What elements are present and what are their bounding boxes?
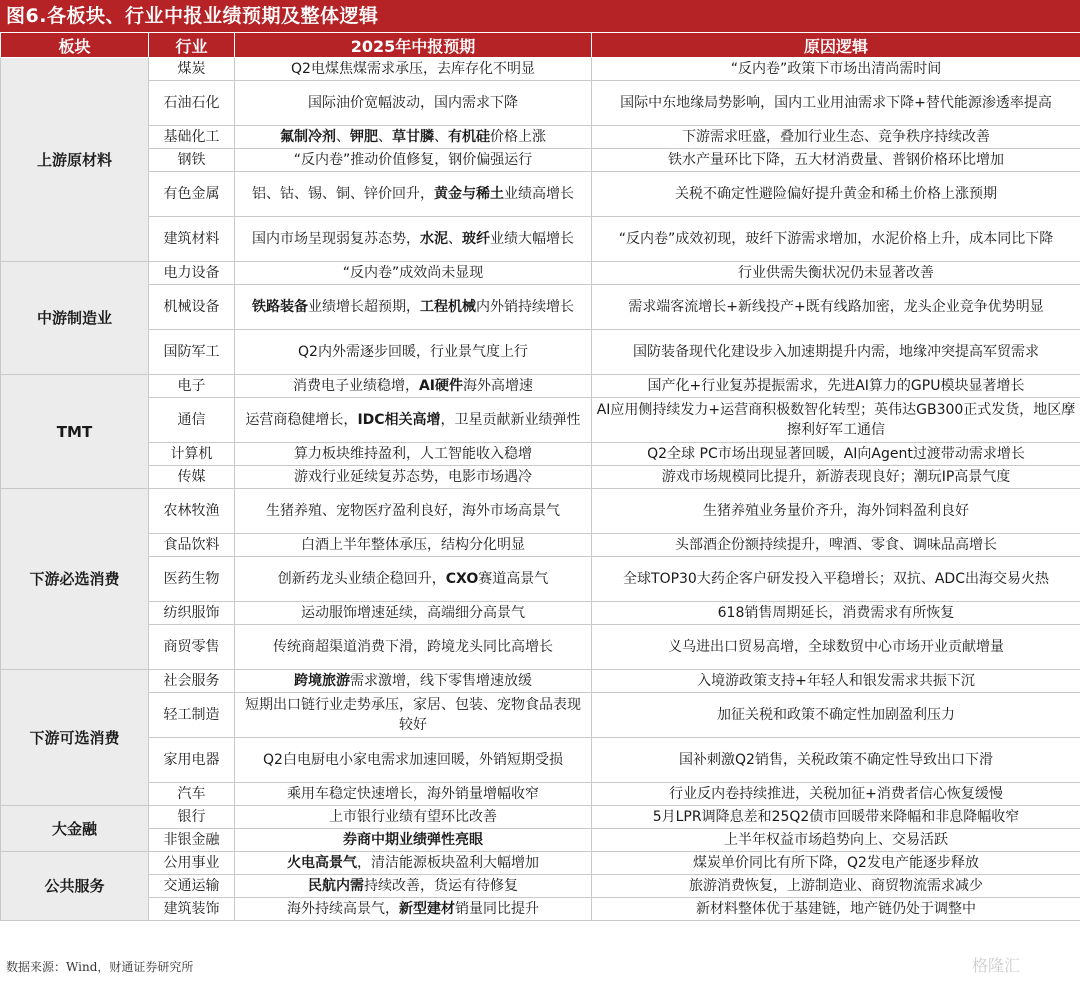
forecast-cell xyxy=(235,81,592,126)
table-row xyxy=(1,126,1080,149)
cell-text: 关税不确定性避险偏好提升黄金和稀土价格上涨预期 xyxy=(675,186,997,202)
forecast-cell xyxy=(235,58,592,81)
industry-cell: 石油石化 xyxy=(149,81,235,126)
table-row xyxy=(1,330,1080,375)
reason-cell xyxy=(592,149,1080,172)
cell-text: 旅游消费恢复，上游制造业、商贸物流需求减少 xyxy=(689,878,983,894)
reason-cell xyxy=(592,58,1080,81)
industry-cell: 农林牧渔 xyxy=(149,489,235,534)
cell-text: 持续改善，货运有待修复 xyxy=(364,878,518,894)
forecast-cell xyxy=(235,330,592,375)
reason-cell xyxy=(592,285,1080,330)
cell-text: 国防装备现代化建设步入加速期提升内需，地缘冲突提高军贸需求 xyxy=(633,344,1039,360)
cell-text: 入境游政策支持+年轻人和银发需求共振下沉 xyxy=(697,673,975,689)
cell-text: “反内卷”成效初现，玻纤下游需求增加，水泥价格上升，成本同比下降 xyxy=(618,231,1054,247)
cell-text: ，卫星贡献新业绩弹性 xyxy=(440,412,581,428)
table-row xyxy=(1,625,1080,670)
cell-text: 销量同比提升 xyxy=(455,901,539,917)
cell-text: 算力板块维持盈利，人工智能收入稳增 xyxy=(294,446,532,462)
industry-cell: 轻工制造 xyxy=(149,693,235,738)
forecast-cell xyxy=(235,149,592,172)
cell-text: 创新药龙头业绩企稳回升， xyxy=(277,571,446,587)
cell-text: 国际中东地缘局势影响，国内工业用油需求下降+替代能源渗透率提高 xyxy=(620,95,1052,111)
industry-cell: 通信 xyxy=(149,398,235,443)
industry-cell: 计算机 xyxy=(149,443,235,466)
forecast-cell xyxy=(235,398,592,443)
sector-cell: 下游必选消费 xyxy=(1,489,149,670)
reason-cell xyxy=(592,625,1080,670)
reason-cell xyxy=(592,557,1080,602)
cell-text: 游戏行业延续复苏态势，电影市场遇冷 xyxy=(294,469,532,485)
cell-text: 运营商稳健增长， xyxy=(245,412,358,428)
cell-text: “反内卷”成效尚未显现 xyxy=(342,265,484,281)
cell-text: 价格上涨 xyxy=(490,129,546,145)
table-row xyxy=(1,534,1080,557)
reason-cell xyxy=(592,172,1080,217)
cell-text: 国内市场呈现弱复苏态势， xyxy=(252,231,420,247)
cell-text: Q2全球 PC市场出现显著回暖，AI向Agent过渡带动需求增长 xyxy=(647,446,1025,462)
table-row xyxy=(1,443,1080,466)
highlight-text: 火电高景气 xyxy=(287,855,357,871)
reason-cell xyxy=(592,126,1080,149)
cell-text: 国际油价宽幅波动，国内需求下降 xyxy=(308,95,518,111)
reason-cell xyxy=(592,443,1080,466)
cell-text: 上市银行业绩有望环比改善 xyxy=(329,809,497,825)
industry-cell: 钢铁 xyxy=(149,149,235,172)
industry-cell: 电子 xyxy=(149,375,235,398)
reason-cell xyxy=(592,738,1080,783)
sector-cell: 上游原材料 xyxy=(1,58,149,262)
cell-text: 传统商超渠道消费下滑，跨境龙头同比高增长 xyxy=(273,639,553,655)
cell-text: 618销售周期延长，消费需求有所恢复 xyxy=(717,605,955,621)
industry-cell: 煤炭 xyxy=(149,58,235,81)
reason-cell xyxy=(592,466,1080,489)
cell-text: 全球TOP30大药企客户研发投入平稳增长；双抗、ADC出海交易火热 xyxy=(623,571,1049,587)
cell-text: 需求端客流增长+新线投产+既有线路加密，龙头企业竞争优势明显 xyxy=(628,299,1044,315)
cell-text: 业绩大幅增长 xyxy=(490,231,574,247)
highlight-text: IDC相关高增 xyxy=(357,412,441,428)
cell-text: 国补刺激Q2销售，关税政策不确定性导致出口下滑 xyxy=(679,752,993,768)
table-row xyxy=(1,806,1080,829)
table-body xyxy=(1,58,1080,921)
reason-cell xyxy=(592,81,1080,126)
reason-cell xyxy=(592,217,1080,262)
industry-cell: 有色金属 xyxy=(149,172,235,217)
industry-cell: 机械设备 xyxy=(149,285,235,330)
industry-cell: 社会服务 xyxy=(149,670,235,693)
table-row xyxy=(1,217,1080,262)
industry-cell: 电力设备 xyxy=(149,262,235,285)
cell-text: 海外高增速 xyxy=(463,378,534,394)
forecast-cell xyxy=(235,852,592,875)
reason-cell xyxy=(592,829,1080,852)
cell-text: 、 xyxy=(448,231,462,247)
highlight-text: 民航内需 xyxy=(308,878,364,894)
forecast-cell xyxy=(235,126,592,149)
cell-text: 赛道高景气 xyxy=(478,571,549,587)
industry-cell: 建筑材料 xyxy=(149,217,235,262)
forecast-cell xyxy=(235,783,592,806)
header-forecast: 2025年中报预期 xyxy=(235,33,592,58)
watermark-logo: 格隆汇 xyxy=(972,956,1021,975)
industry-cell: 传媒 xyxy=(149,466,235,489)
forecast-cell xyxy=(235,806,592,829)
cell-text: 上半年权益市场趋势向上、交易活跃 xyxy=(724,832,948,848)
cell-text: “反内卷”推动价值修复，钢价偏强运行 xyxy=(293,152,533,168)
sector-cell: 公共服务 xyxy=(1,852,149,921)
cell-text: 、 xyxy=(434,129,448,145)
cell-text: 乘用车稳定快速增长，海外销量增幅收窄 xyxy=(287,786,539,802)
forecast-cell xyxy=(235,693,592,738)
table-row xyxy=(1,852,1080,875)
industry-cell: 非银金融 xyxy=(149,829,235,852)
cell-text: 头部酒企份额持续提升，啤酒、零食、调味品高增长 xyxy=(675,537,997,553)
forecast-cell xyxy=(235,489,592,534)
cell-text: 煤炭单价同比有所下降，Q2发电产能逐步释放 xyxy=(693,855,979,871)
reason-cell xyxy=(592,534,1080,557)
table-row xyxy=(1,875,1080,898)
highlight-text: 水泥 xyxy=(420,231,448,247)
industry-cell: 纺织服饰 xyxy=(149,602,235,625)
cell-text: 行业反内卷持续推进，关税加征+消费者信心恢复缓慢 xyxy=(669,786,1003,802)
forecast-cell xyxy=(235,602,592,625)
reason-cell xyxy=(592,602,1080,625)
table-row xyxy=(1,898,1080,921)
cell-text: Q2内外需逐步回暖，行业景气度上行 xyxy=(298,344,528,360)
highlight-text: 黄金与稀土 xyxy=(434,186,504,202)
highlight-text: 草甘膦 xyxy=(392,129,434,145)
highlight-text: 有机硅 xyxy=(448,129,490,145)
cell-text: ，清洁能源板块盈利大幅增加 xyxy=(357,855,539,871)
cell-text: 短期出口链行业走势承压，家居、包装、宠物食品表现较好 xyxy=(245,697,581,733)
industry-cell: 商贸零售 xyxy=(149,625,235,670)
cell-text: 下游需求旺盛，叠加行业生态、竞争秩序持续改善 xyxy=(682,129,990,145)
cell-text: 消费电子业绩稳增， xyxy=(292,378,419,394)
reason-cell xyxy=(592,693,1080,738)
forecast-cell xyxy=(235,217,592,262)
cell-text: AI应用侧持续发力+运营商积极数智化转型；英伟达GB300正式发货，地区摩擦利好军工通信 xyxy=(596,402,1076,438)
forecast-cell xyxy=(235,625,592,670)
table-row xyxy=(1,738,1080,783)
reason-cell xyxy=(592,489,1080,534)
table-header-row xyxy=(1,33,1080,58)
forecast-cell xyxy=(235,534,592,557)
reason-cell xyxy=(592,783,1080,806)
reason-cell xyxy=(592,330,1080,375)
cell-text: 新材料整体优于基建链，地产链仍处于调整中 xyxy=(696,901,976,917)
table-row xyxy=(1,398,1080,443)
reason-cell xyxy=(592,875,1080,898)
figure-title: 图6.各板块、行业中报业绩预期及整体逻辑 xyxy=(0,0,1080,32)
table-row xyxy=(1,783,1080,806)
highlight-text: 钾肥 xyxy=(350,129,378,145)
table-row xyxy=(1,285,1080,330)
sector-cell: TMT xyxy=(1,375,149,489)
table-row xyxy=(1,466,1080,489)
cell-text: 铁水产量环比下降，五大材消费量、普钢价格环比增加 xyxy=(668,152,1004,168)
table-row xyxy=(1,693,1080,738)
table-row xyxy=(1,262,1080,285)
table-row xyxy=(1,670,1080,693)
industry-cell: 医药生物 xyxy=(149,557,235,602)
cell-text: 、 xyxy=(378,129,392,145)
cell-text: Q2电煤焦煤需求承压，去库存化不明显 xyxy=(291,61,535,77)
reason-cell xyxy=(592,806,1080,829)
cell-text: 内外销持续增长 xyxy=(476,299,574,315)
industry-cell: 基础化工 xyxy=(149,126,235,149)
industry-cell: 国防军工 xyxy=(149,330,235,375)
table-row xyxy=(1,58,1080,81)
highlight-text: CXO xyxy=(445,571,479,587)
highlight-text: 氟制冷剂 xyxy=(280,129,336,145)
industry-cell: 公用事业 xyxy=(149,852,235,875)
table-row xyxy=(1,489,1080,534)
highlight-text: 工程机械 xyxy=(420,299,476,315)
cell-text: 义乌进出口贸易高增，全球数贸中心市场开业贡献增量 xyxy=(668,639,1004,655)
forecast-cell xyxy=(235,898,592,921)
header-sector: 板块 xyxy=(1,33,149,58)
table-row xyxy=(1,149,1080,172)
highlight-text: 铁路装备 xyxy=(252,299,308,315)
reason-cell xyxy=(592,898,1080,921)
industry-cell: 家用电器 xyxy=(149,738,235,783)
forecast-cell xyxy=(235,557,592,602)
industry-cell: 汽车 xyxy=(149,783,235,806)
forecast-cell xyxy=(235,829,592,852)
cell-text: 生猪养殖、宠物医疗盈利良好，海外市场高景气 xyxy=(266,503,560,519)
sector-cell: 大金融 xyxy=(1,806,149,852)
table-row xyxy=(1,375,1080,398)
performance-table xyxy=(0,32,1080,921)
highlight-text: 新型建材 xyxy=(399,901,455,917)
forecast-cell xyxy=(235,172,592,217)
highlight-text: 跨境旅游 xyxy=(294,673,350,689)
header-reason: 原因逻辑 xyxy=(592,33,1080,58)
reason-cell xyxy=(592,852,1080,875)
cell-text: Q2白电厨电小家电需求加速回暖，外销短期受损 xyxy=(263,752,563,768)
cell-text: 生猪养殖业务量价齐升，海外饲料盈利良好 xyxy=(703,503,969,519)
forecast-cell xyxy=(235,875,592,898)
highlight-text: 券商中期业绩弹性亮眼 xyxy=(343,832,483,848)
cell-text: “反内卷”政策下市场出清尚需时间 xyxy=(730,61,942,77)
highlight-text: 玻纤 xyxy=(462,231,490,247)
industry-cell: 建筑装饰 xyxy=(149,898,235,921)
forecast-cell xyxy=(235,466,592,489)
industry-cell: 食品饮料 xyxy=(149,534,235,557)
table-row xyxy=(1,602,1080,625)
table-row xyxy=(1,172,1080,217)
forecast-cell xyxy=(235,443,592,466)
cell-text: 需求激增，线下零售增速放缓 xyxy=(350,673,532,689)
industry-cell: 银行 xyxy=(149,806,235,829)
reason-cell xyxy=(592,375,1080,398)
forecast-cell xyxy=(235,262,592,285)
cell-text: 行业供需失衡状况仍未显著改善 xyxy=(738,265,934,281)
table-row xyxy=(1,829,1080,852)
highlight-text: AI硬件 xyxy=(418,378,464,394)
forecast-cell xyxy=(235,738,592,783)
cell-text: 运动服饰增速延续，高端细分高景气 xyxy=(301,605,525,621)
reason-cell xyxy=(592,262,1080,285)
forecast-cell xyxy=(235,670,592,693)
cell-text: 业绩高增长 xyxy=(504,186,574,202)
source-note: 数据来源：Wind，财通证券研究所 xyxy=(6,960,194,974)
sector-cell: 中游制造业 xyxy=(1,262,149,375)
cell-text: 海外持续高景气， xyxy=(287,901,399,917)
cell-text: 铝、钴、锡、铜、锌价回升， xyxy=(252,186,434,202)
cell-text: 游戏市场规模同比提升，新游表现良好；潮玩IP高景气度 xyxy=(661,469,1011,485)
reason-cell xyxy=(592,398,1080,443)
cell-text: 国产化+行业复苏提振需求，先进AI算力的GPU模块显著增长 xyxy=(647,378,1025,394)
table-row xyxy=(1,557,1080,602)
sector-cell: 下游可选消费 xyxy=(1,670,149,806)
table-row xyxy=(1,81,1080,126)
header-industry: 行业 xyxy=(149,33,235,58)
forecast-cell xyxy=(235,375,592,398)
cell-text: 5月LPR调降息差和25Q2债市回暖带来降幅和非息降幅收窄 xyxy=(652,809,1020,825)
cell-text: 业绩增长超预期， xyxy=(308,299,420,315)
cell-text: 白酒上半年整体承压，结构分化明显 xyxy=(301,537,525,553)
industry-cell: 交通运输 xyxy=(149,875,235,898)
forecast-cell xyxy=(235,285,592,330)
cell-text: 加征关税和政策不确定性加剧盈利压力 xyxy=(717,707,955,723)
reason-cell xyxy=(592,670,1080,693)
cell-text: 、 xyxy=(336,129,350,145)
